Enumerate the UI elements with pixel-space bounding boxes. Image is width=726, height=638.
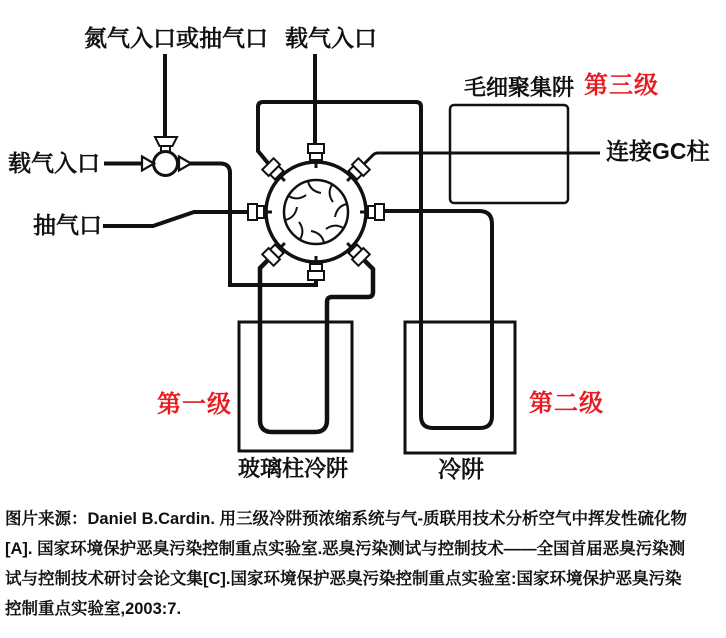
tee-valve: [142, 137, 191, 176]
nitrogen-or-pump-inlet-label: 氮气入口或抽气口: [84, 25, 268, 51]
tube-valve-nw-bypass-trap2-loop-valve-e: [258, 102, 492, 428]
citation-line-1: 图片来源：Daniel B.Cardin. 用三级冷阱预浓缩系统与气-质联用技术分析空气中挥发性硫化物: [5, 510, 688, 528]
tee-valve-top-cap: [155, 137, 177, 146]
tee-valve-right-fitting: [179, 157, 191, 171]
tube-valve-ne-to-gc-column: [360, 153, 600, 168]
capillary-trap-label: 毛细聚集阱: [464, 75, 575, 100]
citation-line-3: 试与控制技术研讨会论文集[C].国家环境保护恶臭污染控制重点实验室:国家环境保护恶臭污染: [5, 570, 682, 588]
tee-valve-body: [154, 152, 178, 176]
connect-gc-column-label: 连接GC柱: [606, 138, 710, 164]
glass-column-cold-trap-label: 玻璃柱冷阱: [238, 456, 349, 481]
citation-line-2: [A]. 国家环境保护恶臭污染控制重点实验室.恶臭污染测试与控制技术——全国首届恶臭污染测: [5, 540, 686, 558]
stage-one-label: 第一级: [157, 391, 232, 418]
pump-port-label: 抽气口: [33, 212, 102, 238]
carrier-gas-inlet-top-label: 载气入口: [285, 25, 377, 51]
tee-valve-left-fitting: [142, 157, 154, 171]
cold-trap-label: 冷阱: [438, 456, 484, 482]
image-source-citation: [5, 504, 726, 624]
stage-three-label: 第三级: [584, 72, 659, 99]
eight-port-valve: [248, 144, 384, 280]
citation-line-4: 控制重点实验室,2003:7.: [5, 600, 182, 618]
stage-two-label: 第二级: [529, 390, 604, 417]
carrier-gas-inlet-left-label: 载气入口: [8, 150, 100, 176]
